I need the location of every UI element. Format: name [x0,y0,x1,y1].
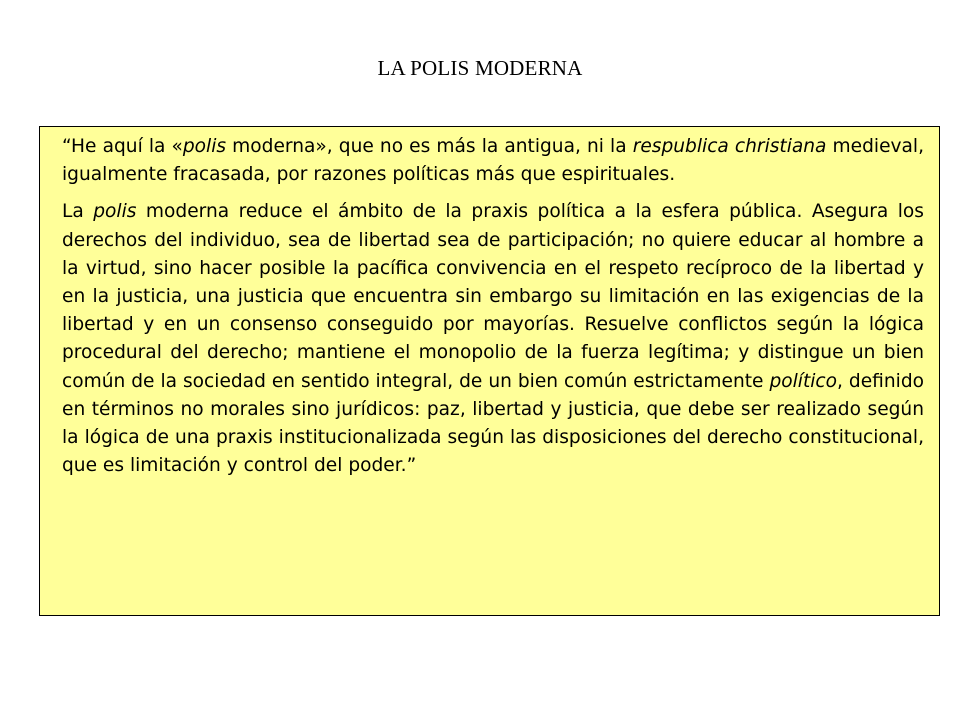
quote-paragraph-1 [62,133,924,189]
text-run: medieval, igualmente fracasada, por razones políticas más que espirituales. [62,136,924,186]
text-run: , definido en términos no morales sino jurídicos: paz, libertad y justicia, que debe ser realizado según la lógica de una praxis institucionalizada según las disposiciones del derecho constitucional, que es limitación y control del poder.” [62,370,924,477]
text-run-italic: polis [93,201,137,223]
text-run: moderna reduce el ámbito de la praxis política a la esfera pública. Asegura los derechos del individuo, sea de libertad sea de participación; no quiere educar al hombre a la virtud, sino hacer posible la pacífica convivencia en el respeto recíproco de la libertad y en la justicia, una justicia que encuentra sin embargo su limitación en las exigencias de la libertad y en un consenso conseguido por mayorías. Resuelve conflictos según la lógica procedural del derecho; mantiene el monopolio de la fuerza legítima; y distingue un bien común de la sociedad en sentido integral, de un bien común estrictamente [62,201,924,392]
quote-box [39,126,940,616]
text-run-italic: respublica christiana [632,136,827,157]
text-run: La [62,201,94,223]
quote-paragraph-2 [62,198,924,480]
text-run-italic: político [769,370,838,392]
text-run-italic: polis [182,136,227,157]
text-run: “He aquí la « [62,136,183,157]
page-title: LA POLIS MODERNA [377,56,583,80]
text-run: moderna», que no es más la antigua, ni la [226,136,633,157]
